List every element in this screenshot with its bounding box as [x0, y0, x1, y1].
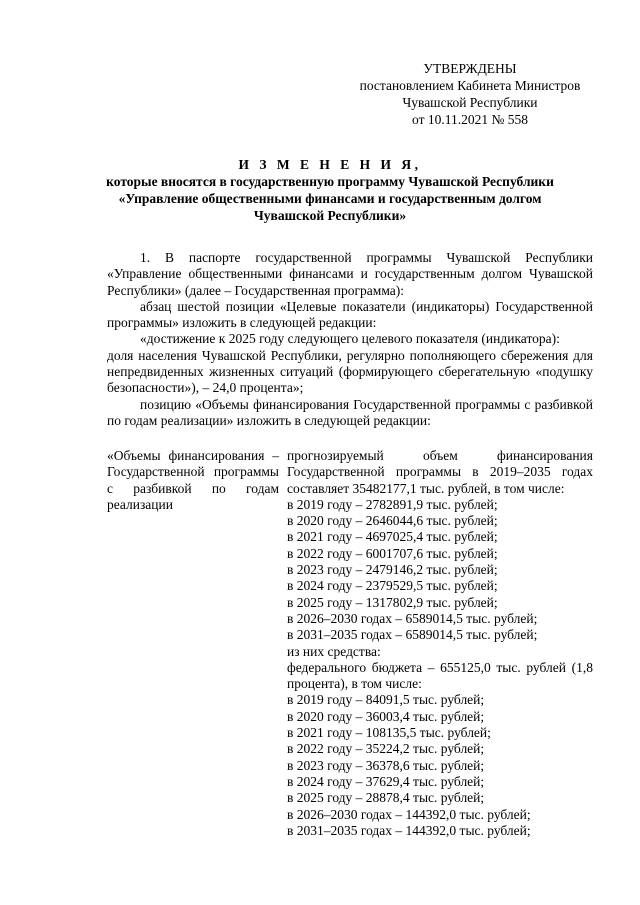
- approved-region: Чувашской Республики: [402, 95, 538, 110]
- approved-heading: УТВЕРЖДЕНЫ: [423, 61, 517, 76]
- approved-date-number: от 10.11.2021 № 558: [412, 112, 528, 127]
- title-line-4: Чувашской Республики»: [253, 208, 407, 223]
- document-title: [80, 156, 580, 224]
- federal-year-item: в 2020 году – 36003,4 тыс. рублей;: [287, 708, 485, 724]
- paragraph-2: абзац шестой позиции «Целевые показатели (индикаторы) Государственной программы» изложить в следующей редакции:: [107, 298, 593, 331]
- funding-intro: прогнозируемый объем финансирования Государственной программы в 2019–2035 годах составляет 35482177,1 тыс. рублей, в том числе:: [287, 448, 593, 496]
- from-them-label: из них средства:: [287, 643, 381, 659]
- total-year-item: в 2020 году – 2646044,6 тыс. рублей;: [287, 513, 498, 529]
- federal-year-item: в 2021 году – 108135,5 тыс. рублей;: [287, 725, 491, 741]
- paragraph-5: позицию «Объемы финансирования Государственной программы с разбивкой по годам реализации» изложить в следующей редакции:: [107, 396, 593, 428]
- federal-budget-summary: федерального бюджета – 655125,0 тыс. рублей (1,8 процента), в том числе:: [287, 659, 593, 692]
- federal-year-item: в 2023 году – 36378,6 тыс. рублей;: [287, 757, 485, 773]
- body-text: [107, 250, 593, 429]
- total-year-item: в 2021 году – 4697025,4 тыс. рублей;: [287, 529, 498, 545]
- federal-year-item: в 2019 году – 84091,5 тыс. рублей;: [287, 692, 485, 708]
- paragraph-4: доля населения Чувашской Республики, регулярно пополняющего сбережения для непредвиденных жизненных ситуаций (формирующего сберегательную «подушку безопасности»), – 24,0 процента»;: [107, 347, 593, 396]
- paragraph-3: «достижение к 2025 году следующего целевого показателя (индикатора):: [140, 331, 560, 347]
- paragraph-1: 1. В паспорте государственной программы Чувашской Республики «Управление общественными финансами и государственным долгом Чувашской Республики» (далее – Государственная программа):: [107, 250, 593, 298]
- total-year-item: в 2023 году – 2479146,2 тыс. рублей;: [287, 562, 498, 578]
- federal-year-item: в 2031–2035 годах – 144392,0 тыс. рублей;: [287, 822, 531, 838]
- position-label: «Объемы финансирования – Государственной программы с разбивкой по годам реализации: [107, 448, 279, 512]
- position-content: [287, 448, 593, 839]
- title-line-3: «Управление общественными финансами и государственным долгом: [118, 191, 542, 206]
- total-year-item: в 2019 году – 2782891,9 тыс. рублей;: [287, 496, 498, 512]
- federal-year-item: в 2024 году – 37629,4 тыс. рублей;: [287, 773, 485, 789]
- federal-year-item: в 2025 году – 28878,4 тыс. рублей;: [287, 790, 485, 806]
- total-year-item: в 2026–2030 годах – 6589014,5 тыс. рублей;: [287, 610, 538, 626]
- total-year-item: в 2024 году – 2379529,5 тыс. рублей;: [287, 578, 498, 594]
- total-year-item: в 2022 году – 6001707,6 тыс. рублей;: [287, 545, 498, 561]
- total-year-item: в 2031–2035 годах – 6589014,5 тыс. рублей;: [287, 627, 538, 643]
- title-main: И З М Е Н Е Н И Я,: [238, 157, 422, 172]
- federal-year-item: в 2026–2030 годах – 144392,0 тыс. рублей;: [287, 806, 531, 822]
- federal-year-item: в 2022 году – 35224,2 тыс. рублей;: [287, 741, 485, 757]
- approved-by: постановлением Кабинета Министров: [359, 78, 581, 93]
- total-year-item: в 2025 году – 1317802,9 тыс. рублей;: [287, 594, 498, 610]
- title-line-2: которые вносятся в государственную программу Чувашской Республики: [106, 174, 554, 189]
- approval-stamp: [340, 60, 600, 128]
